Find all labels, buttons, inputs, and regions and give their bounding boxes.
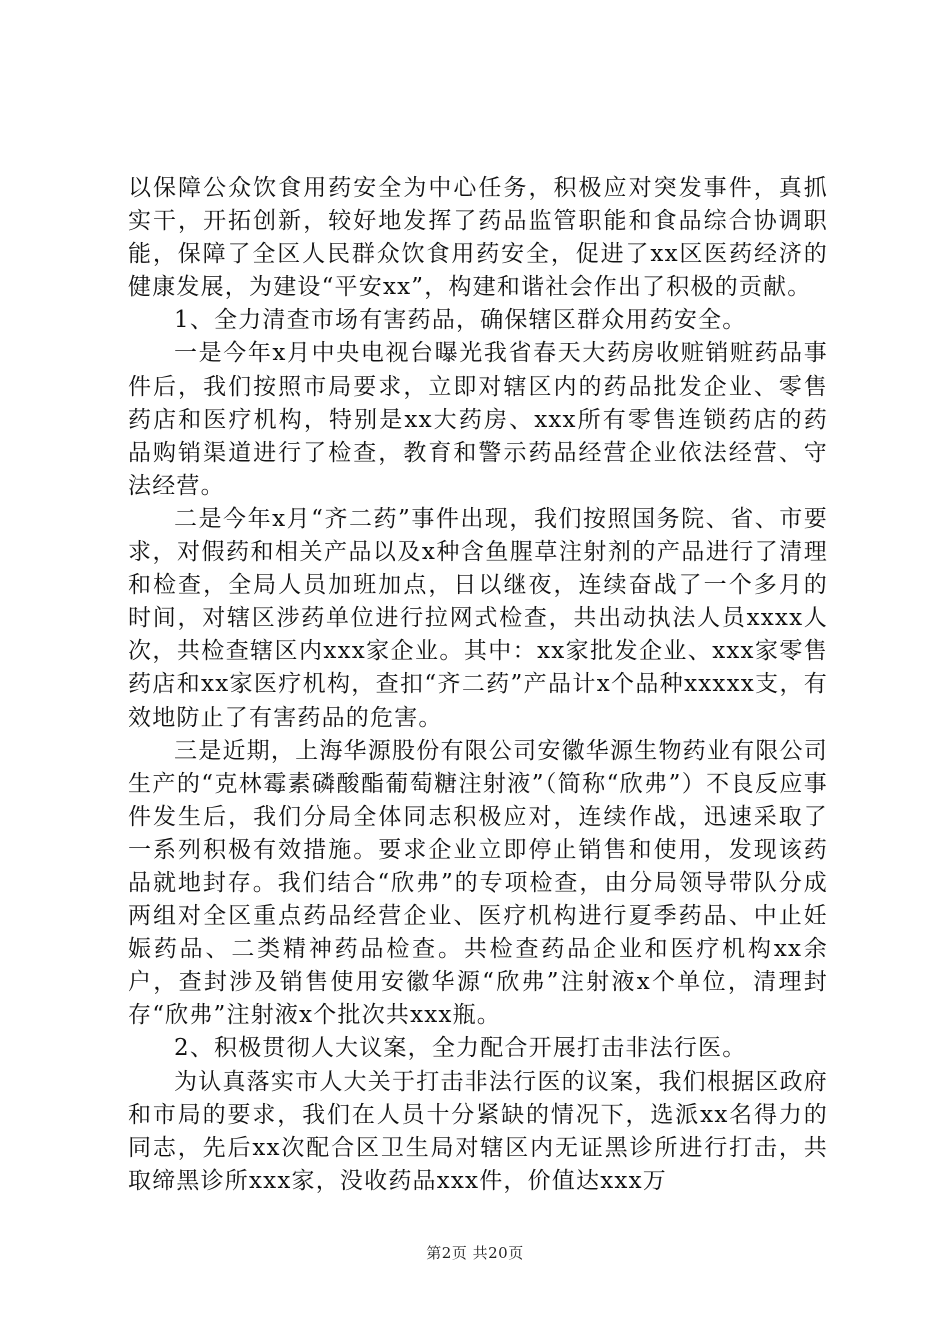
- body-paragraph-item-1: 一是今年x月中央电视台曝光我省春天大药房收赃销赃药品事件后，我们按照市局要求，立即对辖区内的药品批发企业、零售药店和医疗机构，特别是xx大药房、xxx所有零售连锁药店的药品购销渠道进行了检查，教育和警示药品经营企业依法经营、守法经营。: [128, 340, 828, 499]
- body-paragraph-item-2: 二是今年x月“齐二药”事件出现，我们按照国务院、省、市要求，对假药和相关产品以及x种含鱼腥草注射剂的产品进行了清理和检查，全局人员加班加点，日以继夜，连续奋战了一个多月的时间，对辖区涉药单位进行拉网式检查，共出动执法人员xxxx人次，共检查辖区内xxx家企业。其中：xx家批发企业、xxx家零售药店和xx家医疗机构，查扣“齐二药”产品计x个品种xxxxx支，有效地防止了有害药品的危害。: [128, 505, 828, 731]
- document-body: [128, 172, 828, 1198]
- section-heading-1: 1、全力清查市场有害药品，确保辖区群众用药安全。: [174, 307, 747, 334]
- body-paragraph-item-3: 三是近期，上海华源股份有限公司安徽华源生物药业有限公司生产的“克林霉素磷酸酯葡萄糖注射液”（简称“欣弗”）不良反应事件发生后，我们分局全体同志积极应对，连续作战，迅速采取了一系列积极有效措施。要求企业立即停止销售和使用，发现该药品就地封存。我们结合“欣弗”的专项检查，由分局领导带队分成两组对全区重点药品经营企业、医疗机构进行夏季药品、中止妊娠药品、二类精神药品检查。共检查药品企业和医疗机构xx余户，查封涉及销售使用安徽华源“欣弗”注射液x个单位，清理封存“欣弗”注射液x个批次共xxx瓶。: [128, 737, 828, 1029]
- page-number-footer: 第2页 共20页: [426, 1244, 524, 1262]
- section-heading-2: 2、积极贯彻人大议案，全力配合开展打击非法行医。: [174, 1035, 747, 1062]
- body-paragraph-section-2: 为认真落实市人大关于打击非法行医的议案，我们根据区政府和市局的要求，我们在人员十分紧缺的情况下，选派xx名得力的同志，先后xx次配合区卫生局对辖区内无证黑诊所进行打击，共取缔黑诊所xxx家，没收药品xxx件，价值达xxx万: [128, 1068, 828, 1194]
- body-paragraph-continuation: 以保障公众饮食用药安全为中心任务，积极应对突发事件，真抓实干，开拓创新，较好地发挥了药品监管职能和食品综合协调职能，保障了全区人民群众饮食用药安全，促进了xx区医药经济的健康发展，为建设“平安xx”，构建和谐社会作出了积极的贡献。: [128, 175, 828, 301]
